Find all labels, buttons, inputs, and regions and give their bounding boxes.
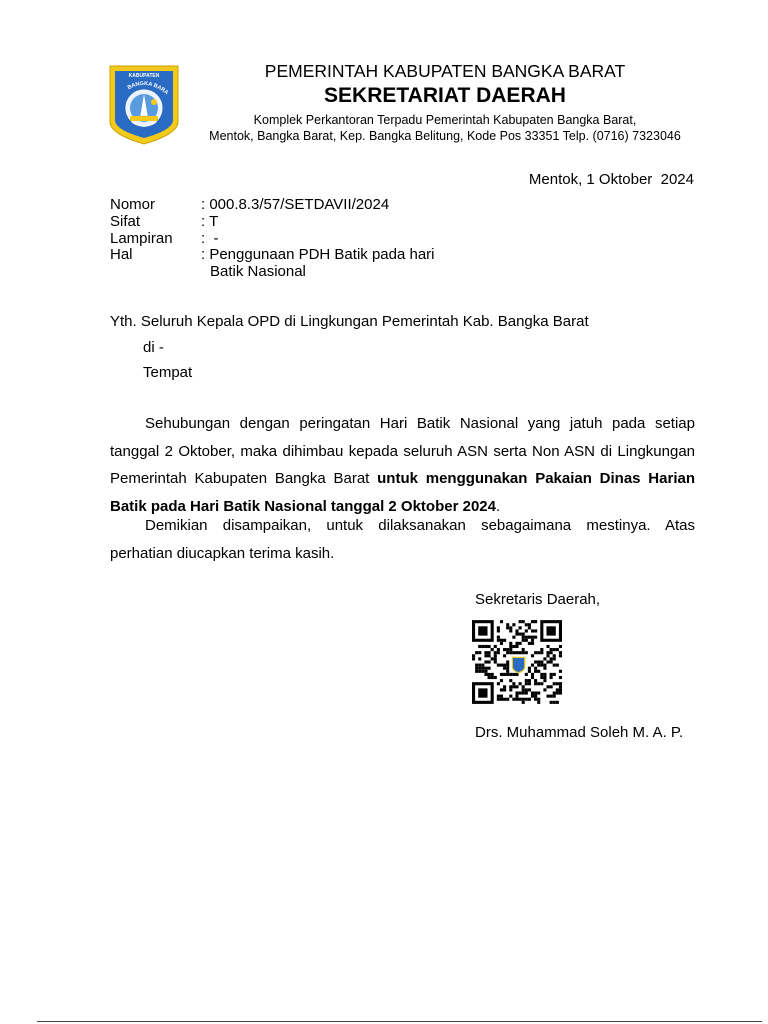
government-name: PEMERINTAH KABUPATEN BANGKA BARAT [264,61,626,81]
kabupaten-bangka-barat-emblem-icon [108,64,180,146]
nomor-label: Nomor [110,196,156,213]
qr-code-icon [472,620,562,704]
address-line-2: Mentok, Bangka Barat, Kep. Bangka Belitung, Kode Pos 33351 Telp. (0716) 7323046 [209,129,681,143]
letter-date: Mentok, 1 Oktober 2024 [528,171,694,188]
body-paragraph-1-start: Sehubungan dengan peringatan Hari Batik Nasional yang jatuh pada setiap tanggal 2 Oktober, maka dihimbau kepada seluruh ASN serta Non ASN di Lingkungan Pemerintah Kabupaten Bangka Barat [110,415,695,487]
addressee-tempat: Tempat [143,364,193,381]
nomor-value: : 000.8.3/57/SETDAVII/2024 [201,196,390,213]
lampiran-value: : - [201,230,219,247]
lampiran-label: Lampiran [110,230,173,247]
department-name: SEKRETARIAT DAERAH [324,84,566,107]
body-paragraph-2: Demikian disampaikan, untuk dilaksanakan sebagaimana mestinya. Atas perhatian diucapkan terima kasih. [110,517,695,562]
regency-logo [108,64,180,146]
body-paragraph-1-emphasis: untuk menggunakan Pakaian Dinas Harian Batik pada Hari Batik Nasional tanggal 2 Oktober 2024 [110,470,695,515]
footer-divider [37,1021,762,1022]
signatory-name: Drs. Muhammad Soleh M. A. P. [475,724,684,741]
svg-text:BANGKA BARAT: BANGKA BARA [126,80,169,96]
addressee: Yth. Seluruh Kepala OPD di Lingkungan Pemerintah Kab. Bangka Barat [110,313,589,330]
addressee-di: di - [143,339,164,356]
address-line-1: Komplek Perkantoran Terpadu Pemerintah Kabupaten Bangka Barat, [253,113,637,127]
sifat-value: : T [201,213,219,230]
body-paragraph-1 [110,410,695,520]
signature-qr-code [472,620,562,704]
sifat-label: Sifat [110,213,141,230]
hal-value-line2: Batik Nasional [210,263,306,280]
hal-label: Hal [110,246,133,263]
body-paragraph-1-end: . [495,497,501,515]
signatory-title: Sekretaris Daerah, [475,591,601,608]
logo-text: KABUPATEN [128,73,160,79]
hal-value: : Penggunaan PDH Batik pada hari [201,246,435,263]
